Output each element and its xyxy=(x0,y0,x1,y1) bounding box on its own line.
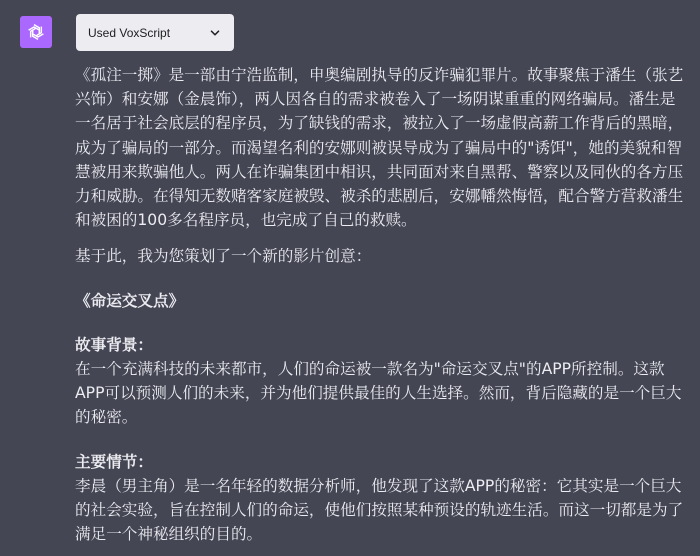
assistant-message-body xyxy=(75,63,687,546)
message-movie-title: 《命运交叉点》 xyxy=(75,291,185,310)
section-body: 在一个充满科技的未来都市，人们的命运被一款名为"命运交叉点"的APP所控制。这款APP可以预测人们的未来，并为他们提供最佳的人生选择。然而，背后隐藏的是一个巨大的秘密。 xyxy=(75,360,682,427)
chevron-down-icon xyxy=(208,26,222,40)
message-section-background xyxy=(75,333,687,430)
message-paragraph-intro: 《孤注一掷》是一部由宁浩监制，申奥编剧执导的反诈骗犯罪片。故事聚焦于潘生（张艺兴饰）和安娜（金晨饰），两人因各自的需求被卷入了一场阴谋重重的网络骗局。潘生是一名居于社会底层的程序员，为了缺钱的需求，被拉入了一场虚假高薪工作背后的黑暗，成为了骗局的一部分。而渴望名利的安娜则被误导成为了骗局中的"诱饵"，她的美貌和智慧被用来欺骗他人。两人在诈骗集团中相识，共同面对来自黑帮、警察以及同伙的各方压力和威胁。在得知无数赌客家庭被毁、被杀的悲剧后，安娜幡然悔悟，配合警方营救潘生和被困的100多名程序员，也完成了自己的救赎。 xyxy=(75,66,684,230)
section-body: 李晨（男主角）是一名年轻的数据分析师，他发现了这款APP的秘密：它其实是一个巨大的社会实验，旨在控制人们的命运，使他们按照某种预设的轨迹生活。而这一切都是为了满足一个神秘组织的目的。 xyxy=(75,476,684,544)
plugin-used-toggle[interactable] xyxy=(76,14,234,51)
section-heading: 故事背景： xyxy=(75,335,153,354)
openai-logo-icon xyxy=(25,21,47,43)
message-section-plot xyxy=(75,450,687,547)
section-heading: 主要情节： xyxy=(75,452,153,471)
plugin-used-label: Used VoxScript xyxy=(88,25,171,40)
message-paragraph-lead: 基于此，我为您策划了一个新的影片创意： xyxy=(75,247,372,266)
assistant-avatar xyxy=(20,16,52,48)
